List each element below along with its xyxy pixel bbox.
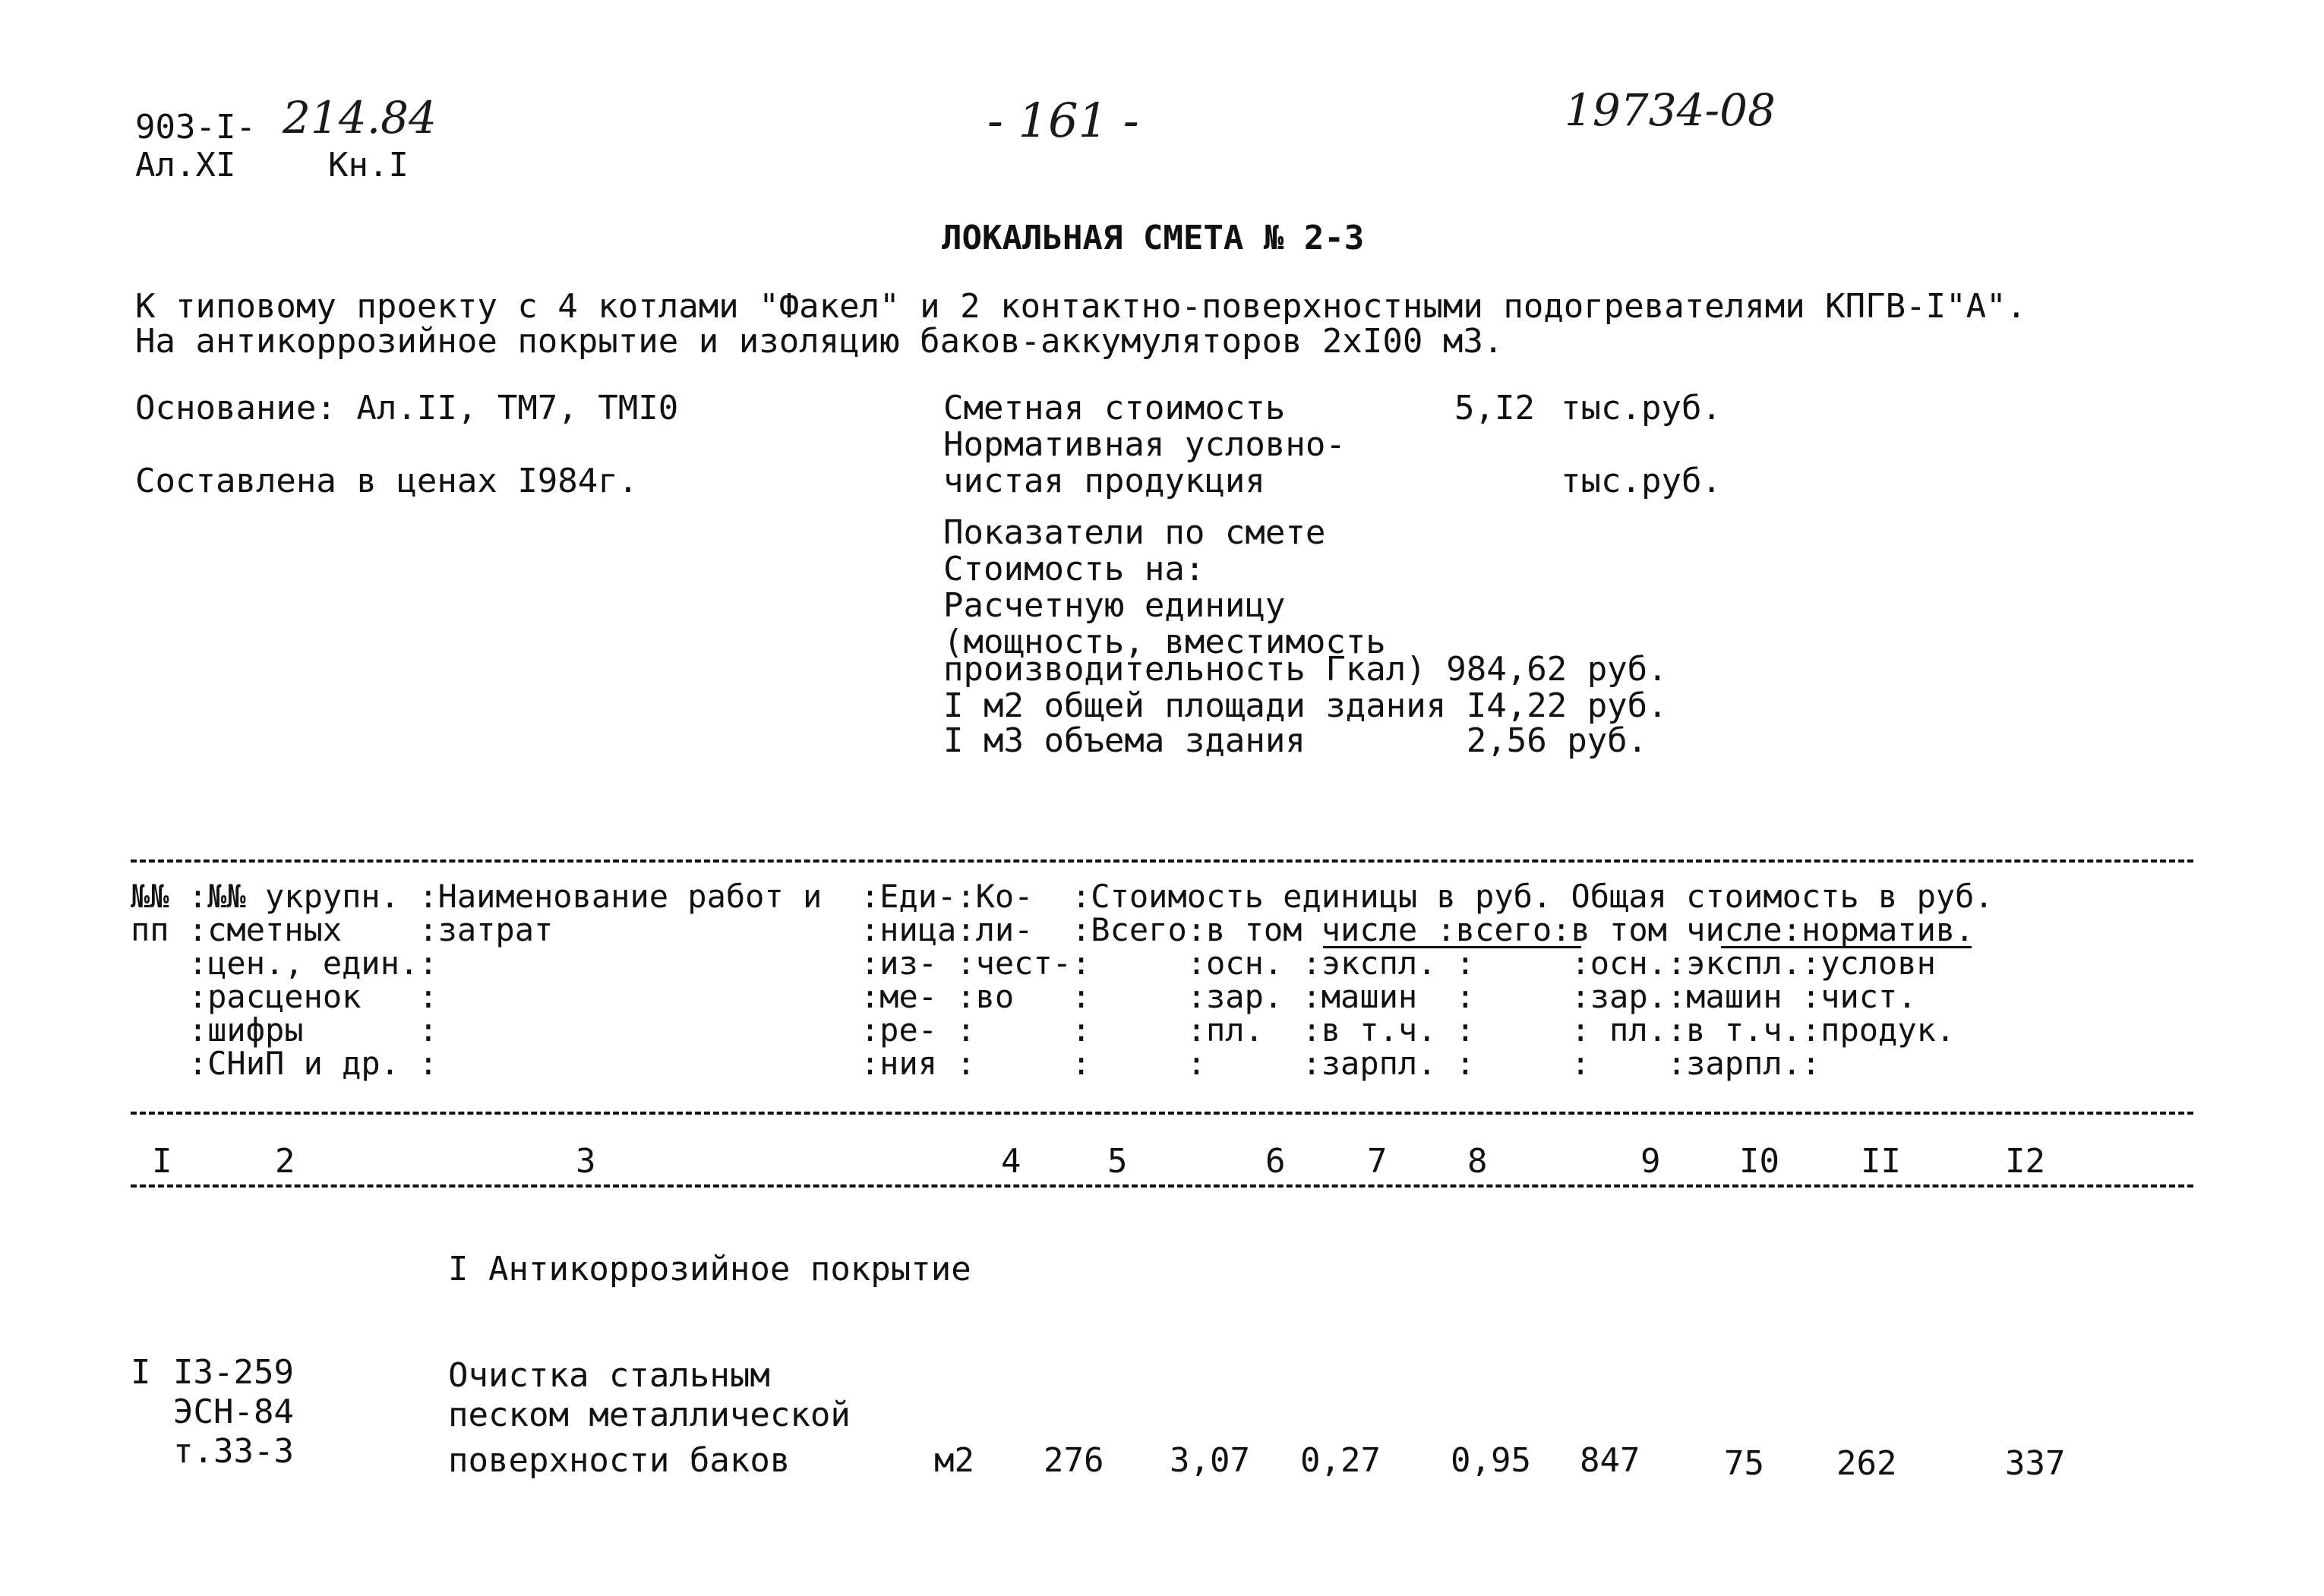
- section-title: I Антикоррозийное покрытие: [448, 1250, 971, 1288]
- row-code-2: ЭСН-84: [173, 1393, 294, 1431]
- row-total-machines: 262: [1836, 1444, 1897, 1483]
- estimate-cost-unit: тыс.руб.: [1561, 389, 1722, 427]
- basis: Основание: Ал.II, ТМ7, ТМI0: [135, 389, 679, 427]
- row-normative: 337: [2005, 1444, 2066, 1483]
- project-code-prefix: 903-I-: [135, 108, 256, 147]
- indicators-line-1: Показатели по смете: [943, 513, 1326, 552]
- normative-label-2: чистая продукция: [943, 462, 1265, 500]
- col-number-11: II: [1861, 1142, 1901, 1181]
- indicators-line-7: I м3 объема здания 2,56 руб.: [943, 721, 1648, 760]
- prices-year: Составлена в ценах I984г.: [135, 462, 639, 500]
- row-name-line-1: Очистка стальным: [448, 1356, 770, 1395]
- col-number-9: 9: [1640, 1142, 1661, 1181]
- col-number-10: I0: [1739, 1142, 1779, 1181]
- normative-unit: тыс.руб.: [1561, 462, 1722, 500]
- normative-label-1: Нормативная условно-: [943, 425, 1346, 464]
- col-number-4: 4: [1001, 1142, 1021, 1181]
- col-number-3: 3: [576, 1142, 596, 1181]
- table-top-rule: [131, 860, 2193, 863]
- table-header-line-3: :цен., един.: :из- :чест-: :осн. :экспл. : :осн.:экспл.:условн: [131, 945, 1936, 982]
- table-header-line-5: :шифры : :ре- : : :пл. :в т.ч. : : пл.:в т.ч.:продук.: [131, 1011, 1956, 1049]
- col-number-8: 8: [1467, 1142, 1488, 1181]
- col-number-7: 7: [1367, 1142, 1388, 1181]
- row-total: 847: [1580, 1441, 1640, 1480]
- table-header-line-6: :СНиП и др. : :ния : : : :зарпл. : : :зарпл.:: [131, 1045, 1821, 1082]
- row-name-line-2: песком металлической: [448, 1396, 851, 1434]
- description-line-1: К типовому проекту с 4 котлами "Факел" и 2 контактно-поверхностными подогревателями КПГВ-I"А".: [135, 287, 2027, 326]
- indicators-line-3: Расчетную единицу: [943, 586, 1286, 625]
- col-number-12: I2: [2005, 1142, 2045, 1181]
- row-total-wage: 75: [1724, 1444, 1764, 1483]
- project-code-handwritten: 214.84: [283, 92, 437, 144]
- col-number-2: 2: [275, 1142, 295, 1181]
- row-unit-machines: 0,95: [1451, 1441, 1531, 1480]
- table-header-bottom-rule: [131, 1112, 2193, 1115]
- indicators-line-4: (мощность, вместимость: [943, 623, 1386, 661]
- row-quantity: 276: [1044, 1441, 1104, 1480]
- estimate-cost-label: Сметная стоимость: [943, 389, 1286, 427]
- album-number: Ал.XI: [135, 146, 236, 185]
- row-code-3: т.33-3: [173, 1432, 294, 1471]
- estimate-cost-value: 5,I2: [1454, 389, 1535, 427]
- col-number-5: 5: [1107, 1142, 1128, 1181]
- subheader-underline-total: [1721, 946, 1972, 948]
- row-name-line-3: поверхности баков: [448, 1441, 791, 1480]
- page-number: - 161 -: [987, 93, 1139, 148]
- row-number: I: [131, 1353, 151, 1392]
- indicators-line-6: I м2 общей площади здания I4,22 руб.: [943, 686, 1668, 725]
- table-header-line-2: пп :сметных :затрат :ница:ли- :Всего:в том числе :всего:в том числе:норматив.: [131, 911, 1975, 948]
- table-header-line-4: :расценок : :ме- :во : :зар. :машин : :зар.:машин :чист.: [131, 978, 1917, 1015]
- project-code: [135, 108, 256, 147]
- indicators-line-2: Стоимость на:: [943, 550, 1205, 588]
- indicators-line-5: производительность Гкал) 984,62 руб.: [943, 650, 1668, 689]
- col-number-1: I: [152, 1142, 172, 1181]
- table-header-line-1: №№ :№№ укрупн. :Наименование работ и :Еди-:Ко- :Стоимость единицы в руб. Общая стоимость в руб.: [131, 878, 1994, 915]
- col-number-6: 6: [1265, 1142, 1286, 1181]
- row-unit-total: 3,07: [1170, 1441, 1250, 1480]
- description-line-2: На антикоррозийное покрытие и изоляцию баков-аккумуляторов 2хI00 м3.: [135, 322, 1504, 361]
- row-code-1: I3-259: [173, 1353, 294, 1392]
- book-number: Кн.I: [328, 146, 409, 185]
- subheader-underline-unit: [1323, 946, 1581, 948]
- inventory-number: 19734-08: [1565, 84, 1776, 136]
- row-unit: м2: [934, 1441, 974, 1480]
- document-title: ЛОКАЛЬНАЯ СМЕТА № 2-3: [942, 219, 1365, 257]
- column-numbers-rule: [131, 1184, 2193, 1188]
- row-unit-wage: 0,27: [1300, 1441, 1381, 1480]
